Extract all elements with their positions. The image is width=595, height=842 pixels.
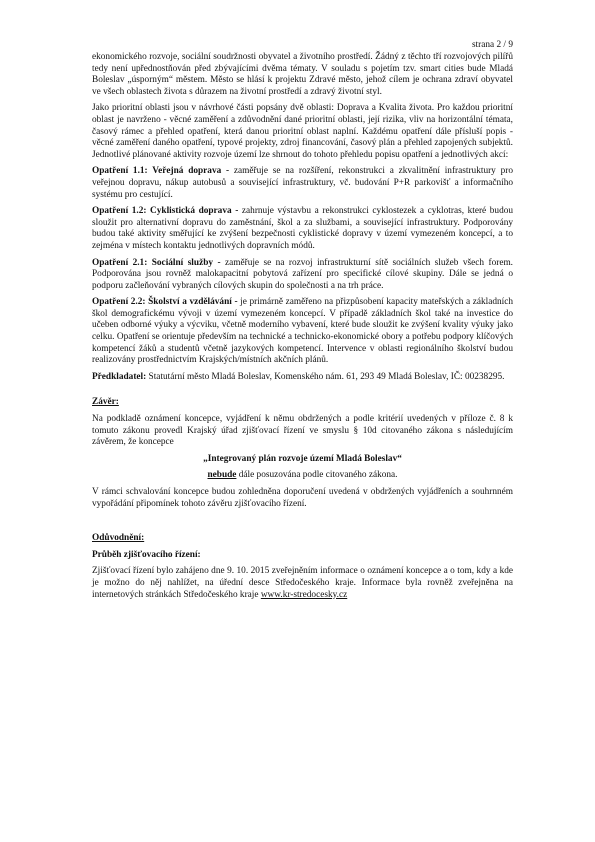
submitter-label: Předkladatel:	[92, 371, 147, 382]
measure-2-1	[92, 258, 513, 293]
concept-title	[92, 454, 513, 466]
concept-title-text: „Integrovaný plán rozvoje území Mladá Boleslav“	[203, 453, 402, 464]
conclusion-paragraph-1: Na podkladě oznámení koncepce, vyjádření k němu obdržených a podle kritérií uvedených v příloze č. 8 k tomuto zákonu provedl Krajský úřad zjišťovací řízení ve smyslu § 10d citovaného zákona s následujícím závěrem, že koncepce	[92, 414, 513, 448]
decision-rest: dále posuzována podle citovaného zákona.	[236, 470, 398, 481]
reasoning-text: Zjišťovací řízení bylo zahájeno dne 9. 10. 2015 zveřejněním informace o oznámení koncepce a o tom, kdy a kde je možno do něj nahlížet, na úřední desce Středočeského kraje. Informace byla rovněž zveřejněna na internetových stránkách Středočeského kraje	[92, 566, 513, 600]
reasoning-paragraph-1	[92, 566, 513, 601]
submitter-text: Statutární město Mladá Boleslav, Komenského nám. 61, 293 49 Mladá Boleslav, IČ: 00238295.	[146, 371, 505, 382]
measure-1-2	[92, 206, 513, 252]
decision-line	[92, 470, 513, 482]
document-body	[92, 52, 513, 606]
intro-paragraph-2: Jako prioritní oblasti jsou v návrhové části popsány dvě oblasti: Doprava a Kvalita života. Pro každou prioritní oblast je navrženo - věcné zaměření a zdůvodnění dané prioritní oblasti, její rizika, vliv na horizontální témata, časový rámec a přehled opatření, která danou prioritní oblast naplní. Každému opatření dále přísluší popis - věcné zaměření daného opatření, typové projekty, zdroj financování, časový plán a přehled zapojených subjektů. Jednotlivé plánované aktivity rozvoje území lze shrnout do tohoto přehledu popisu opatření a jednotlivých akcí:	[92, 103, 513, 160]
reasoning-heading: Odůvodnění:	[92, 533, 145, 544]
spacer	[92, 515, 513, 533]
measure-2-2	[92, 297, 513, 367]
measure-text: zaměřuje se na rozšíření, rekonstrukci a zkvalitnění infrastruktury pro veřejnou dopravu, nákup autobusů a související infrastruktury, vč. budování P+R parkovišť a informačního systému pro cestující.	[92, 166, 514, 200]
intro-paragraph-1: ekonomického rozvoje, sociální soudržnosti obyvatel a životního prostředí. Žádný z těchto tří rozvojových pilířů tedy není upřednostňován před zbývajícími dvěma tématy. V souladu s pojetím tzv. smart cities bude Mladá Boleslav „úsporným“ městem. Město se hlásí k projektu Zdravé město, jehož cílem je ochrana zdraví obyvatel ve všech oblastech života s důrazem na životní prostředí a zdravý životní styl.	[92, 52, 513, 97]
measure-text: zahrnuje výstavbu a rekonstrukci cyklostezek a cyklotras, které budou sloužit pro alternativní dopravu do zaměstnání, škol a za službami, a související infrastruktury. Podporovány budou také aktivity směřující ke zvýšení bezpečnosti cyklistické dopravy v území vymezeném koncepcí, a to zejména v místech kontaktu jednotlivých dopravních módů.	[92, 206, 514, 251]
page-number: strana 2 / 9	[471, 40, 513, 50]
measure-text: zaměřuje se na rozvoj infrastrukturní sítě sociálních služeb všech forem. Podporována jsou rovněž malokapacitní pobytová zařízení pro specifické cílové skupiny. Dále se jedná o podporu začleňování vybraných cílových skupin do společnosti a na trh práce.	[92, 257, 513, 291]
measure-title: Opatření 1.2: Cyklistická doprava -	[92, 206, 239, 217]
measure-title: Opatření 2.2: Školství a vzdělávání -	[92, 297, 238, 308]
conclusion-heading: Závěr:	[92, 397, 119, 408]
submitter-paragraph	[92, 372, 513, 384]
measure-title: Opatření 2.1: Sociální služby -	[92, 257, 221, 268]
measure-1-1	[92, 166, 513, 201]
reasoning-subheading: Průběh zjišťovacího řízení:	[92, 549, 201, 560]
conclusion-paragraph-2: V rámci schvalování koncepce budou zohledněna doporučení uvedená v obdržených vyjádřeních a souhrnném vypořádání připomínek tohoto závěru zjišťovacího řízení.	[92, 487, 513, 509]
decision-word: nebude	[207, 470, 237, 481]
measure-text: je primárně zaměřeno na přizpůsobení kapacity mateřských a základních škol demografickému vývoji v území vymezeném koncepcí. V případě základních škol také na investice do učeben odborné výuky a výcviku, včetně moderního vybavení, které bude sloužit ke zvýšení kvality výuky jako celku. Opatření se orientuje především na technické a technicko-ekonomické obory a potřebu podpory klíčových kompetencí žáků a studentů včetně jazykových kompetencí. Intervence v oblasti regionálního školství budou realizovány prostřednictvím Krajských/místních akčních plánů.	[92, 297, 513, 366]
spacer	[92, 388, 513, 397]
kr-stredocesky-link[interactable]: www.kr-stredocesky.cz	[260, 589, 348, 600]
measure-title: Opatření 1.1: Veřejná doprava -	[92, 166, 230, 177]
